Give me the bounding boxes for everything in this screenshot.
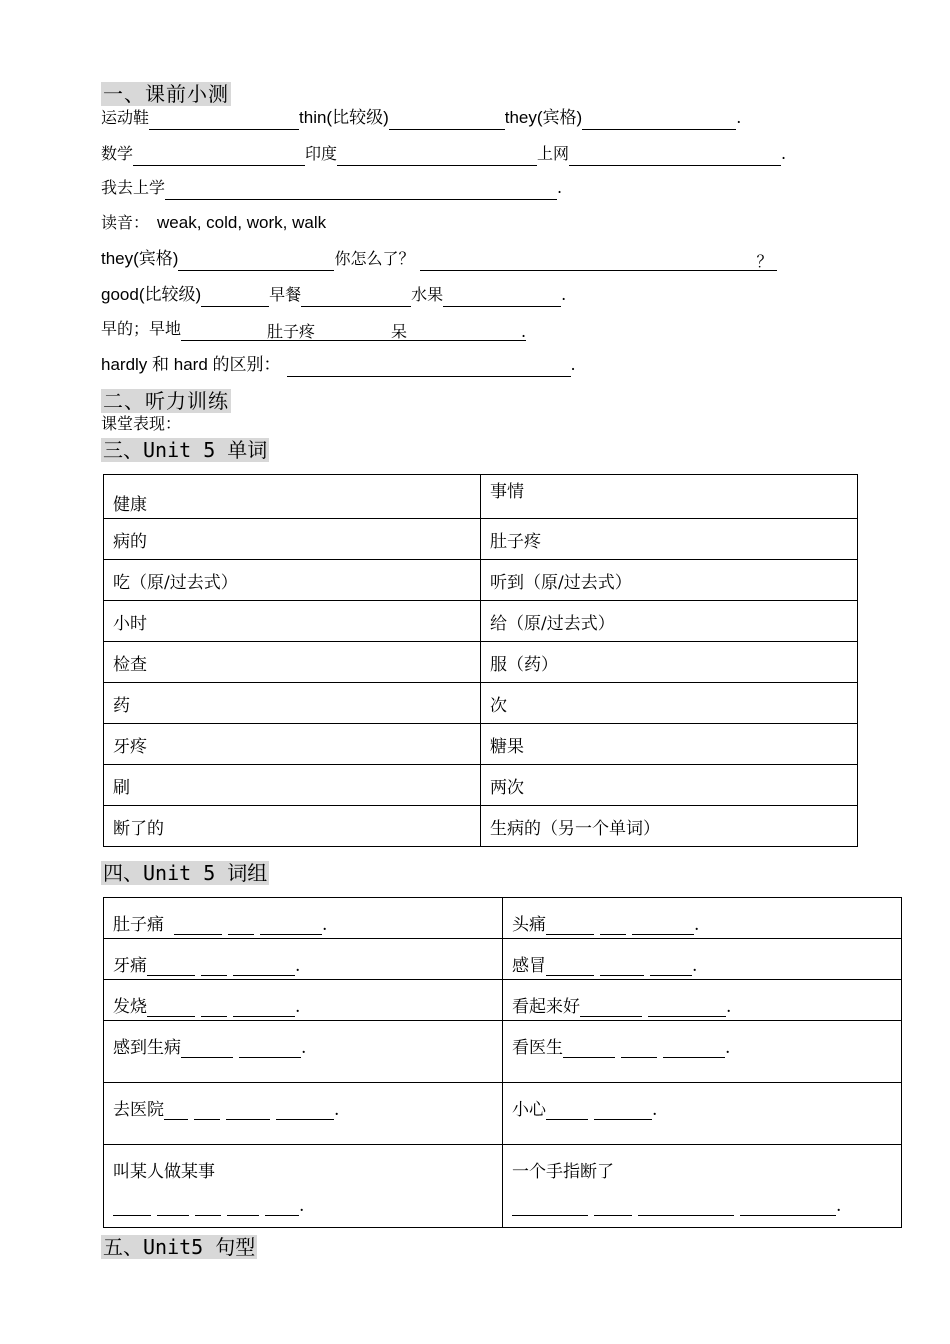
answer-blank[interactable] xyxy=(663,1039,725,1058)
table-row xyxy=(104,683,858,724)
answer-blank[interactable] xyxy=(420,250,756,271)
answer-blank[interactable] xyxy=(265,1197,299,1216)
table-row xyxy=(104,898,902,939)
answer-blank[interactable] xyxy=(600,916,626,935)
quiz-line-5: they(宾格) 你怎么了？ ？ xyxy=(101,247,777,271)
quiz-line-8: hardly 和 hard 的区别： . xyxy=(101,353,576,377)
answer-blank[interactable] xyxy=(239,1039,301,1058)
vocab-cell[interactable]: 给（原/过去式） xyxy=(481,601,858,642)
answer-blank[interactable] xyxy=(337,145,537,166)
table-row xyxy=(104,765,858,806)
answer-blank[interactable] xyxy=(650,957,692,976)
answer-blank[interactable] xyxy=(178,250,334,271)
answer-blank[interactable] xyxy=(147,957,195,976)
answer-blank[interactable] xyxy=(301,286,411,307)
vocab-cell[interactable]: 糖果 xyxy=(481,724,858,765)
vocab-cell[interactable]: 检查 xyxy=(104,642,481,683)
phrase-label: 肚子痛 xyxy=(113,915,164,935)
phrase-cell xyxy=(503,1021,902,1083)
answer-blank[interactable] xyxy=(194,1101,220,1120)
table-row xyxy=(104,980,902,1021)
phrase-label: 小心 xyxy=(512,1100,546,1120)
vocab-cell[interactable]: 服（药） xyxy=(481,642,858,683)
table-row xyxy=(104,560,858,601)
answer-blank[interactable] xyxy=(546,916,594,935)
answer-blank[interactable] xyxy=(648,998,726,1017)
phrase-label: 感到生病 xyxy=(113,1038,181,1058)
answer-blank[interactable] xyxy=(621,1039,657,1058)
answer-blank[interactable] xyxy=(165,179,557,200)
phrase-cell xyxy=(503,980,902,1021)
answer-blank[interactable] xyxy=(546,1101,588,1120)
answer-blank[interactable] xyxy=(201,286,269,307)
answer-blank[interactable] xyxy=(287,356,571,377)
answer-blank[interactable] xyxy=(600,957,644,976)
section-5-title: 五、Unit5 句型 xyxy=(103,1235,256,1259)
answer-blank[interactable] xyxy=(181,1039,233,1058)
phrase-label: 看起来好 xyxy=(512,997,580,1017)
table-row xyxy=(104,601,858,642)
answer-blank[interactable] xyxy=(389,109,505,130)
period: . xyxy=(725,1038,731,1058)
answer-blank[interactable] xyxy=(569,145,781,166)
phrase-cell xyxy=(503,939,902,980)
period: . xyxy=(301,1038,307,1058)
answer-blank[interactable] xyxy=(580,998,642,1017)
answer-blank[interactable] xyxy=(195,1197,221,1216)
vocab-cell[interactable]: 事情 xyxy=(481,475,858,519)
answer-blank[interactable] xyxy=(638,1197,734,1216)
period: . xyxy=(295,997,301,1017)
answer-blank[interactable] xyxy=(315,320,391,341)
answer-blank[interactable] xyxy=(147,998,195,1017)
phrase-label: 牙痛 xyxy=(113,956,147,976)
phrase-label: 一个手指断了 xyxy=(512,1162,614,1182)
period: . xyxy=(299,1196,305,1216)
answer-blank[interactable] xyxy=(174,916,222,935)
vocab-cell[interactable]: 断了的 xyxy=(104,806,481,847)
answer-blank[interactable] xyxy=(226,1101,270,1120)
vocab-cell[interactable]: 刷 xyxy=(104,765,481,806)
quiz-line-7: 早的；早地 肚子疼 呆 . xyxy=(101,319,527,341)
quiz-line-4: 读音： weak, cold, work, walk xyxy=(101,213,327,232)
answer-blank[interactable] xyxy=(201,957,227,976)
answer-blank[interactable] xyxy=(181,320,267,341)
phrase-cell xyxy=(503,1145,902,1228)
vocab-table xyxy=(103,474,858,847)
phrase-label: 看医生 xyxy=(512,1038,563,1058)
period: . xyxy=(694,915,700,935)
answer-blank[interactable] xyxy=(157,1197,189,1216)
table-row xyxy=(104,806,858,847)
phrase-label: 叫某人做某事 xyxy=(113,1162,215,1182)
table-row xyxy=(104,1021,902,1083)
vocab-cell[interactable]: 药 xyxy=(104,683,481,724)
answer-blank[interactable] xyxy=(113,1197,151,1216)
period: . xyxy=(836,1196,842,1216)
answer-blank[interactable] xyxy=(443,286,561,307)
answer-blank[interactable] xyxy=(149,109,299,130)
answer-blank[interactable] xyxy=(407,320,521,341)
quiz-line-3: 我去上学 . xyxy=(101,176,562,200)
answer-blank[interactable] xyxy=(233,998,295,1017)
class-performance-label: 课堂表现： xyxy=(101,414,182,433)
quiz-line-6: good(比较级) 早餐 水果 . xyxy=(101,283,566,307)
quiz-line-1: 运动鞋 thin(比较级) they(宾格) . xyxy=(101,106,741,130)
phrase-cell xyxy=(104,898,503,939)
phrase-cell xyxy=(503,1083,902,1145)
answer-blank[interactable] xyxy=(582,109,736,130)
answer-blank[interactable] xyxy=(133,145,305,166)
answer-blank[interactable] xyxy=(260,916,322,935)
vocab-cell[interactable]: 听到（原/过去式） xyxy=(481,560,858,601)
section-3-title: 三、Unit 5 单词 xyxy=(103,438,268,462)
phrase-cell xyxy=(104,1021,503,1083)
period: . xyxy=(322,915,328,935)
vocab-cell[interactable]: 两次 xyxy=(481,765,858,806)
vocab-cell[interactable]: 肚子疼 xyxy=(481,519,858,560)
table-row xyxy=(104,939,902,980)
answer-blank[interactable] xyxy=(546,957,594,976)
phrase-cell xyxy=(503,898,902,939)
answer-blank[interactable] xyxy=(632,916,694,935)
vocab-cell[interactable]: 健康 xyxy=(104,475,481,519)
table-row xyxy=(104,724,858,765)
period: . xyxy=(726,997,732,1017)
answer-blank[interactable] xyxy=(512,1197,588,1216)
vocab-cell[interactable]: 次 xyxy=(481,683,858,724)
period: . xyxy=(334,1100,340,1120)
vocab-cell[interactable]: 生病的（另一个单词） xyxy=(481,806,858,847)
phrase-table xyxy=(103,897,902,1228)
vocab-cell[interactable]: 小时 xyxy=(104,601,481,642)
quiz-line-2: 数学 印度 上网 . xyxy=(101,142,786,166)
answer-blank[interactable] xyxy=(594,1197,632,1216)
section-4-title: 四、Unit 5 词组 xyxy=(103,861,268,885)
phrase-cell xyxy=(104,939,503,980)
phrase-label: 感冒 xyxy=(512,956,546,976)
answer-blank[interactable] xyxy=(563,1039,615,1058)
answer-blank[interactable] xyxy=(227,1197,259,1216)
vocab-cell[interactable]: 病的 xyxy=(104,519,481,560)
answer-blank[interactable] xyxy=(201,998,227,1017)
answer-blank[interactable] xyxy=(164,1101,188,1120)
period: . xyxy=(692,956,698,976)
answer-blank[interactable] xyxy=(594,1101,652,1120)
vocab-cell[interactable]: 吃（原/过去式） xyxy=(104,560,481,601)
phrase-label: 头痛 xyxy=(512,915,546,935)
vocab-cell[interactable]: 牙疼 xyxy=(104,724,481,765)
table-row xyxy=(104,519,858,560)
phrase-cell xyxy=(104,1083,503,1145)
answer-blank[interactable] xyxy=(740,1197,836,1216)
table-row xyxy=(104,475,858,519)
answer-blank[interactable] xyxy=(233,957,295,976)
table-row xyxy=(104,1083,902,1145)
section-1-title: 一、课前小测 xyxy=(103,82,229,106)
section-2-title: 二、听力训练 xyxy=(103,389,229,413)
phrase-label: 去医院 xyxy=(113,1100,164,1120)
table-row xyxy=(104,642,858,683)
answer-blank[interactable] xyxy=(276,1101,334,1120)
phrase-cell xyxy=(104,980,503,1021)
answer-blank[interactable] xyxy=(228,916,254,935)
table-row xyxy=(104,1145,902,1228)
phrase-label: 发烧 xyxy=(113,997,147,1017)
period: . xyxy=(295,956,301,976)
period: . xyxy=(652,1100,658,1120)
phrase-cell xyxy=(104,1145,503,1228)
